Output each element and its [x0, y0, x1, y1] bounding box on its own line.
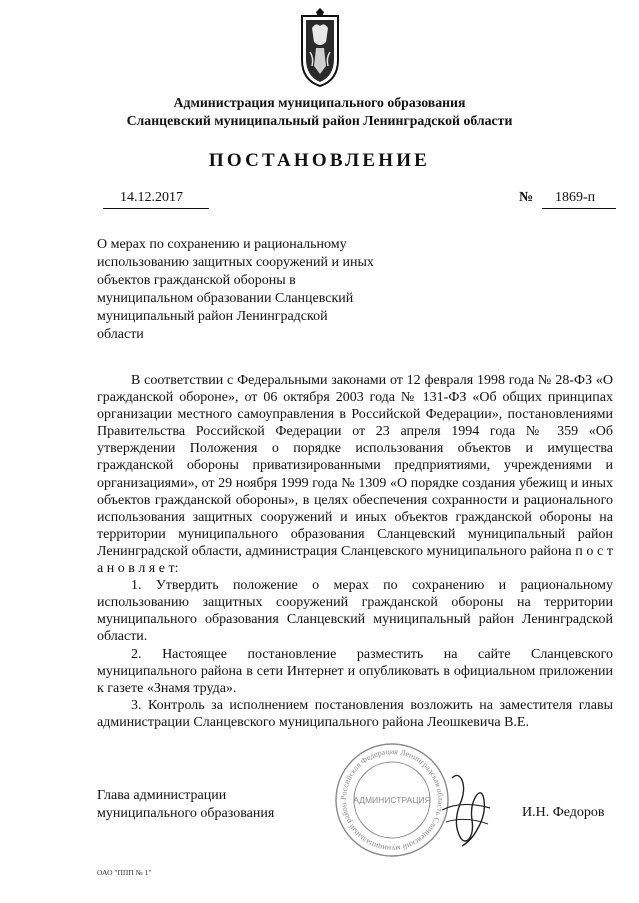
signatory-position-line1: Глава администрации [97, 788, 227, 803]
signatory-position [97, 787, 274, 823]
preamble-paragraph: В соответствии с Федеральными законами от 12 февраля 1998 года № 28-ФЗ «О гражданской обороне», от 06 октября 2003 года № 131-ФЗ «Об общих принципах организации местного самоуправления в Российской Федерации», постановлениями Правительства Российской Федерации от 23 апреля 1994 года № 359 «Об утверждении Положения о порядке использования объектов и имущества гражданской обороны приватизированными предприятиями, учреждениями и организациями», от 29 ноября 1999 года № 1309 «О порядке создания убежищ и иных объектов гражданской обороны», в целях обеспечения сохранности и рационального использования защитных сооружений и иных объектов гражданской обороны на территории муниципального образования Сланцевский муниципальный район Ленинградской области, администрация Сланцевского муниципального района п о с т а н о в л я е т: [97, 373, 613, 577]
org-name-line1: Администрация муниципального образования [173, 95, 466, 110]
handwritten-signature [432, 770, 498, 852]
resolution-item-2: 2. Настоящее постановление разместить на сайте Сланцевского муниципального района в сети Интернет и опубликовать в официальном приложении к газете «Знамя труда». [97, 646, 613, 696]
resolution-item-3: 3. Контроль за исполнением постановления возложить на заместителя главы администрации Сланцевского муниципального района Леошкевича В.Е. [97, 697, 613, 730]
number-sign: № [519, 190, 534, 205]
document-body [97, 372, 613, 731]
document-subject: О мерах по сохранению и рациональному использованию защитных сооружений и иных объектов гражданской обороны в муниципальном образовании Сланцевский муниципальный район Ленинградской области [97, 237, 374, 342]
stamp-center-text: АДМИНИСТРАЦИЯ [353, 795, 431, 805]
document-type-title: ПОСТАНОВЛЕНИЕ [208, 150, 431, 171]
document-date: 14.12.2017 [120, 190, 183, 205]
resolution-item-1: 1. Утвердить положение о мерах по сохранению и рациональному использованию защитных сооружений гражданской обороны на территории муниципального образования Сланцевский муниципальный район Ленинградской области. [97, 578, 613, 645]
stamp-ring-text: Российская Федерация Ленинградская область Сланцевский муниципальный район [338, 746, 446, 854]
document-number: 1869-п [555, 190, 596, 205]
printer-footer: ОАО "ППП № 1" [97, 868, 152, 877]
org-name-line2: Сланцевский муниципальный район Ленинградской области [126, 113, 513, 128]
signatory-position-line2: муниципального образования [97, 806, 275, 821]
signatory-name: И.Н. Федоров [522, 805, 605, 820]
coat-of-arms-icon [298, 8, 342, 88]
